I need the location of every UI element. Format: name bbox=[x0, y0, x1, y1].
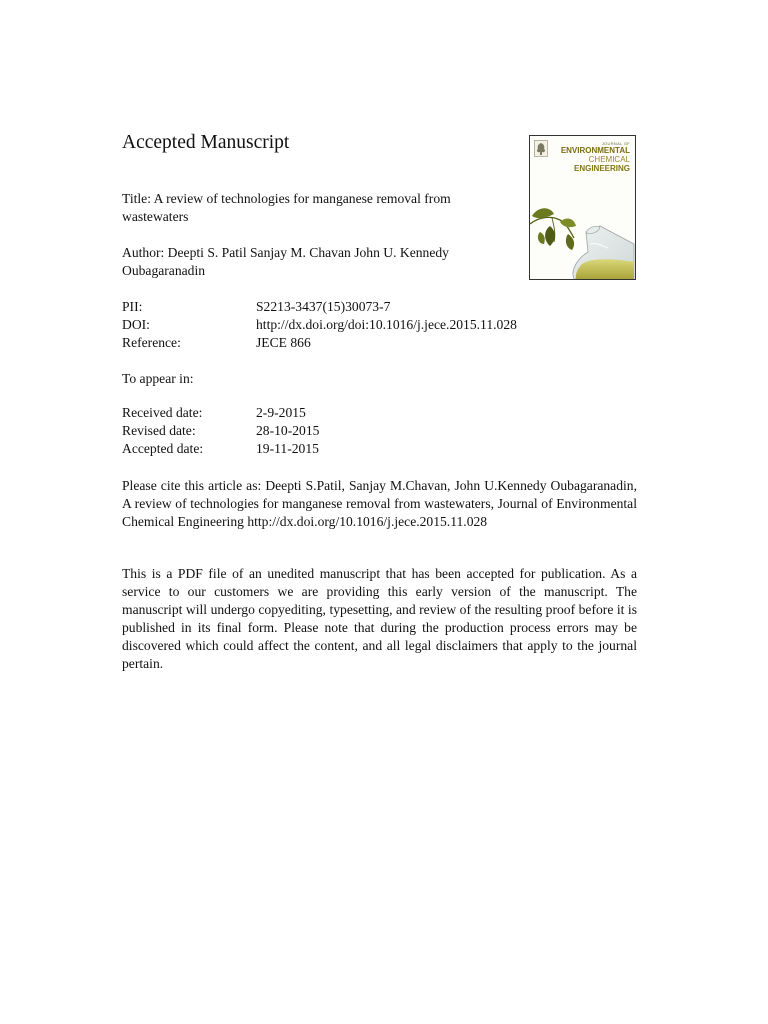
received-date-label: Received date: bbox=[122, 405, 203, 420]
revised-date-row bbox=[122, 422, 637, 440]
journal-cover-image bbox=[529, 135, 636, 280]
reference-label: Reference: bbox=[122, 335, 181, 350]
doi-link[interactable]: http://dx.doi.org/doi:10.1016/j.jece.2015.11.028 bbox=[256, 317, 517, 332]
article-title: Title: A review of technologies for manganese removal from wastewaters bbox=[122, 191, 451, 224]
cover-line-environmental: ENVIRONMENTAL bbox=[560, 146, 630, 155]
revised-date-label: Revised date: bbox=[122, 423, 196, 438]
cover-line-chemical: CHEMICAL bbox=[588, 155, 630, 164]
disclaimer-paragraph: This is a PDF file of an unedited manuscript that has been accepted for publication. As a service to our customers we are providing this early version of the manuscript. The manuscript will undergo copyediting, typesetting, and review of the resulting proof before it is published in its final form. Please note that during the production process errors may be discovered which could affect the content, and all legal disclaimers that apply to the journal pertain. bbox=[122, 566, 637, 671]
pii-row bbox=[122, 298, 637, 316]
accepted-date-value: 19-11-2015 bbox=[256, 441, 319, 456]
citation-paragraph: Please cite this article as: Deepti S.Patil, Sanjay M.Chavan, John U.Kennedy Oubagaranadin, A review of technologies for manganese removal from wastewaters, Journal of Environmental Chemical Engineering http://dx.doi.org/10.1016/j.jece.2015.11.028 bbox=[122, 478, 637, 529]
received-date-row bbox=[122, 404, 637, 422]
reference-row bbox=[122, 334, 637, 352]
cover-line-engineering: ENGINEERING bbox=[573, 164, 630, 173]
cover-journal-of: JOURNAL OF bbox=[601, 141, 630, 146]
doi-label: DOI: bbox=[122, 317, 150, 332]
pii-value: S2213-3437(15)30073-7 bbox=[256, 299, 391, 314]
accepted-date-label: Accepted date: bbox=[122, 441, 204, 456]
revised-date-value: 28-10-2015 bbox=[256, 423, 320, 438]
accepted-date-row bbox=[122, 440, 637, 458]
pii-label: PII: bbox=[122, 299, 143, 314]
plant-and-flask-illustration bbox=[530, 186, 635, 279]
received-date-value: 2-9-2015 bbox=[256, 405, 306, 420]
cover-title bbox=[545, 141, 630, 173]
reference-value: JECE 866 bbox=[256, 335, 311, 350]
doi-row bbox=[122, 316, 637, 334]
author-line: Author: Deepti S. Patil Sanjay M. Chavan John U. Kennedy Oubagaranadin bbox=[122, 245, 449, 278]
to-appear-in: To appear in: bbox=[122, 371, 194, 386]
page-heading: Accepted Manuscript bbox=[122, 132, 290, 153]
